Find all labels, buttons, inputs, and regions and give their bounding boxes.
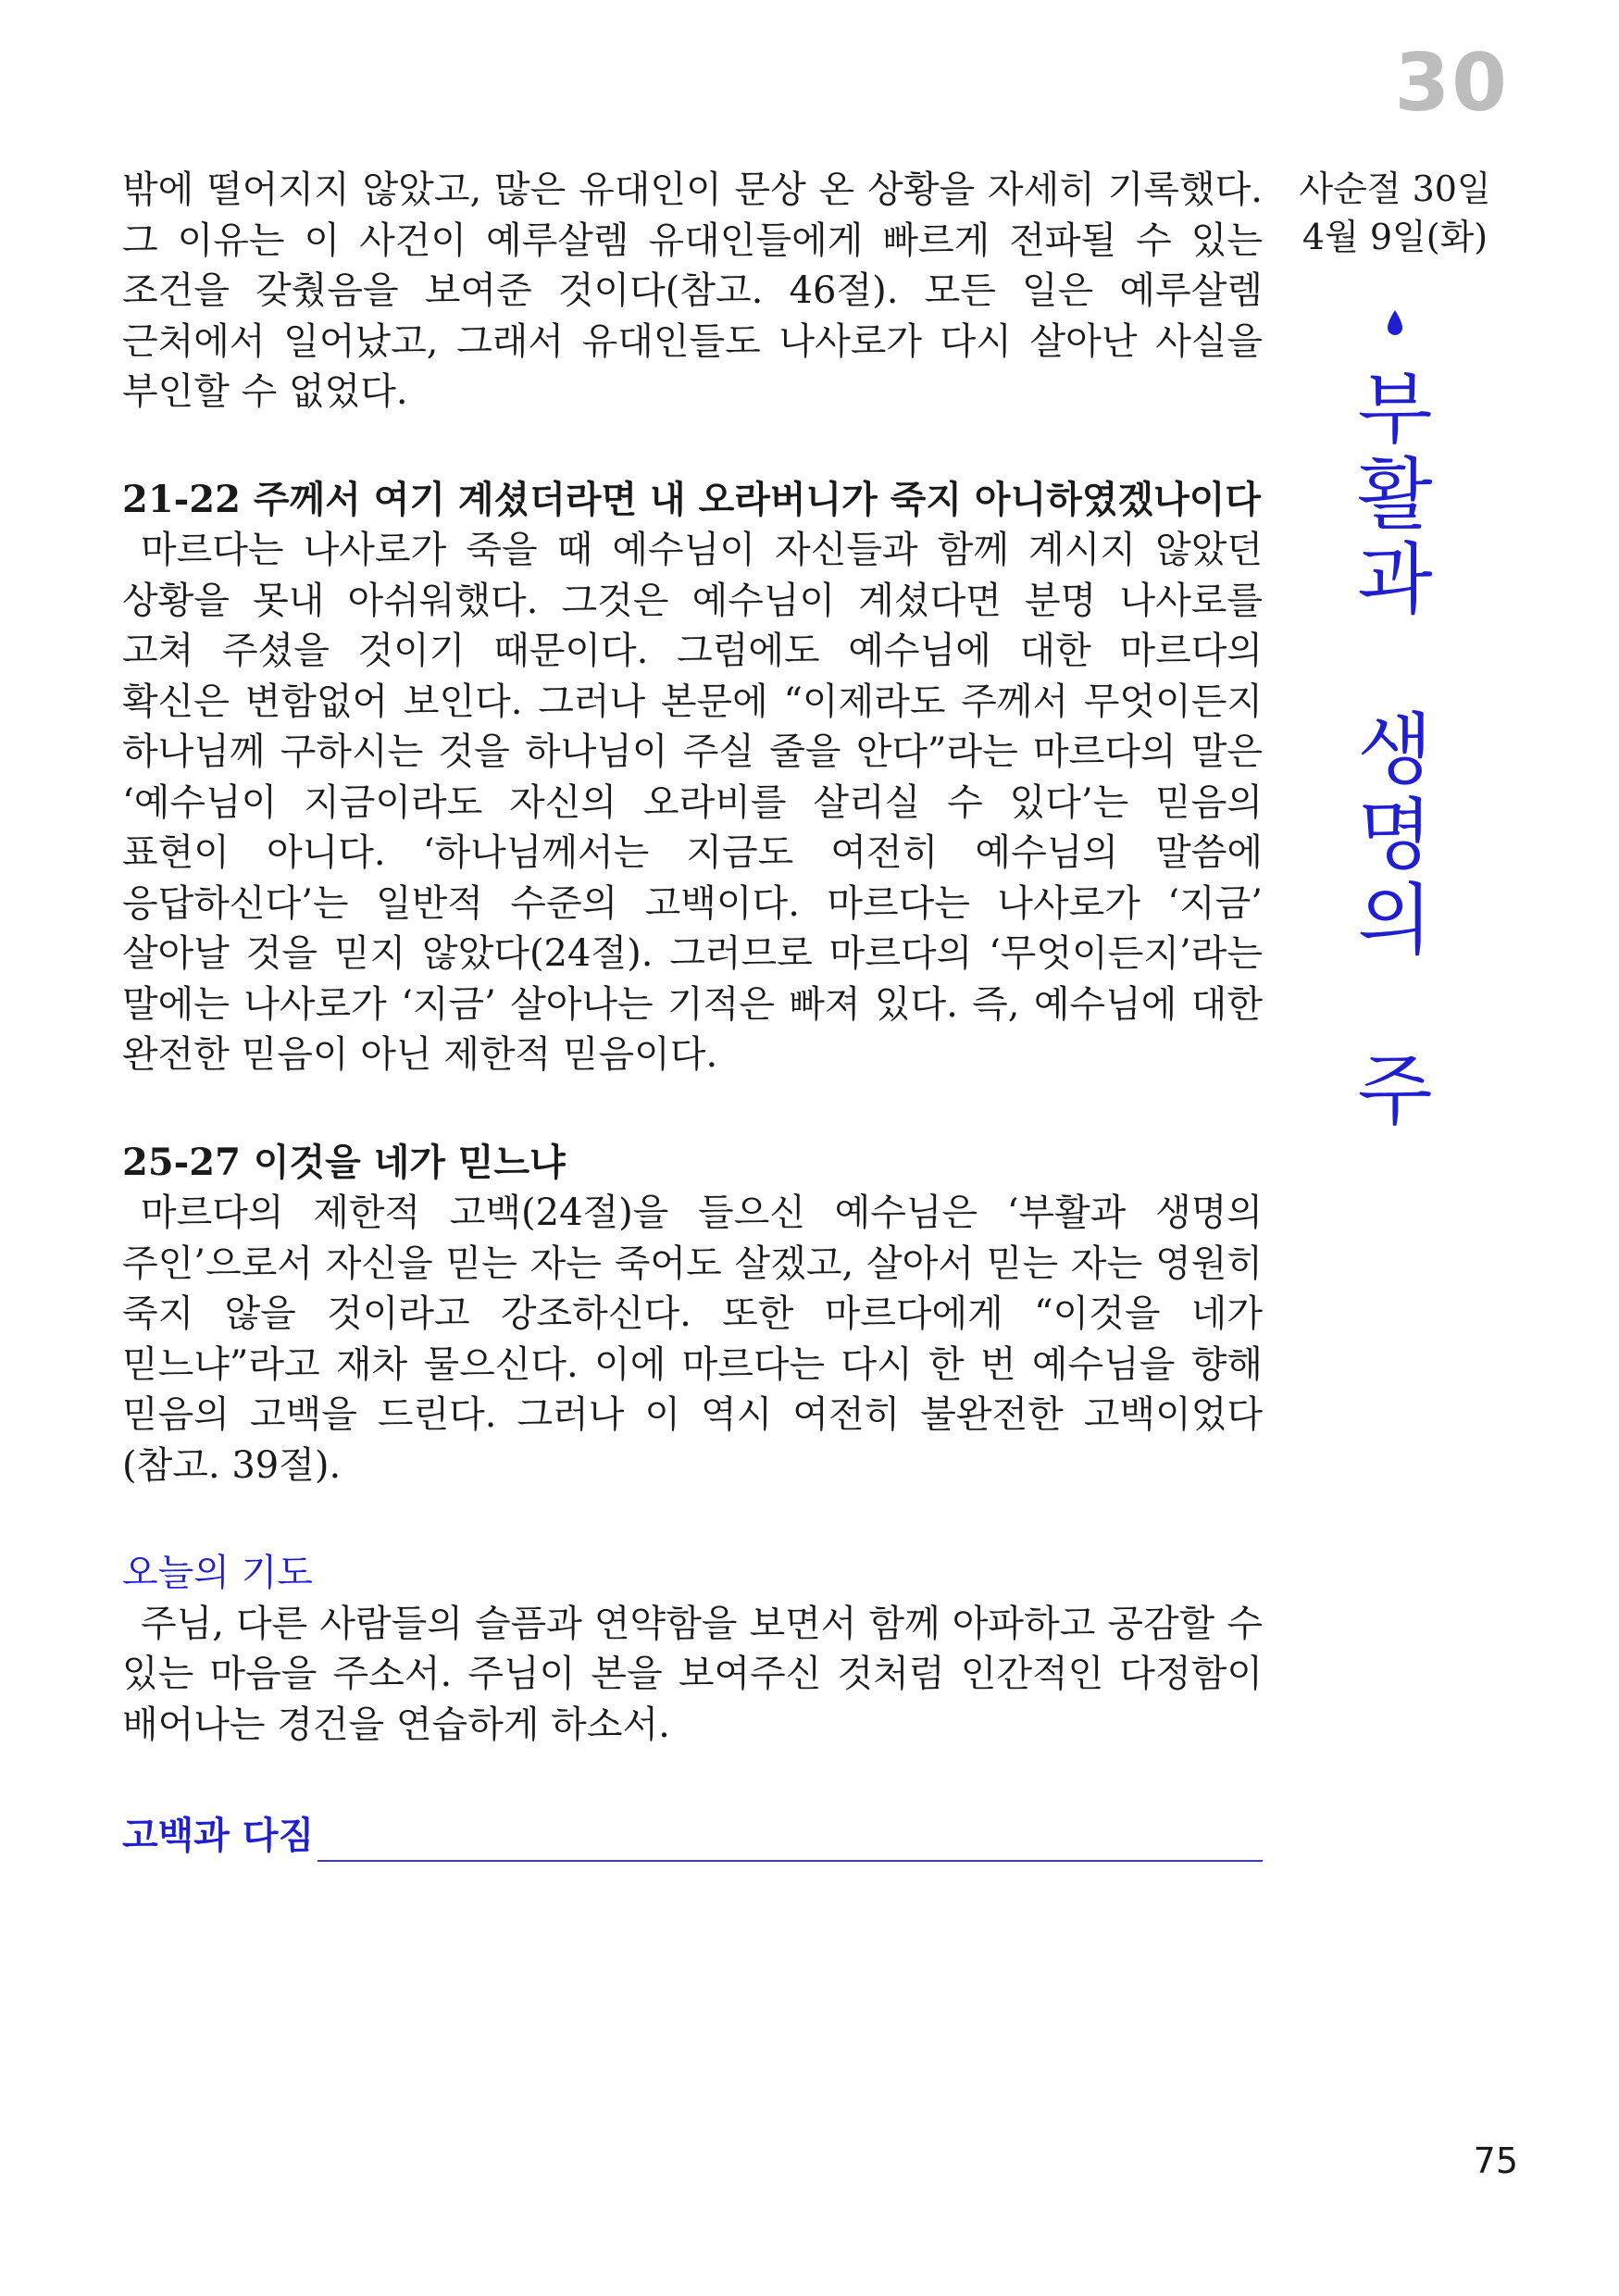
page-number: 75 <box>1473 2140 1518 2181</box>
resolution-label: 고백과 다짐 <box>122 1814 315 1857</box>
main-content <box>122 165 1263 1862</box>
section-body-25-27: 마르다의 제한적 고백(24절)을 들으신 예수님은 ‘부활과 생명의 주인’으로서 자신을 믿는 자는 죽어도 살겠고, 살아서 믿는 자는 영원히 죽지 않을 것이라고 강조하신다. 또한 마르다에게 “이것을 네가 믿느냐”라고 재차 물으신다. 이에 마르다는 다시 한 번 예수님을 향해 믿음의 고백을 드린다. 그러나 이 역시 여전히 불완전한 고백이었다(참고. 39절). <box>122 1192 1263 1487</box>
season-label: 사순절 30일 <box>1299 168 1491 209</box>
sidebar <box>1289 165 1501 1136</box>
vertical-title-char: 명 <box>1357 790 1433 880</box>
section-body-21-22: 마르다는 나사로가 죽을 때 예수님이 자신들과 함께 계시지 않았던 상황을 못내 아쉬워했다. 그것은 예수님이 계셨다면 분명 나사로를 고쳐 주셨을 것이기 때문이다. 그럼에도 예수님에 대한 마르다의 확신은 변함없어 보인다. 그러나 본문에 “이제라도 주께서 무엇이든지 하나님께 구하시는 것을 하나님이 주실 줄을 안다”라는 마르다의 말은 ‘예수님이 지금이라도 자신의 오라비를 살리실 수 있다’는 믿음의 표현이 아니다. ‘하나님께서는 지금도 여전히 예수님의 말씀에 응답하신다’는 일반적 수준의 고백이다. 마르다는 나사로가 ‘지금’ 살아날 것을 믿지 않았다(24절). 그러므로 마르다의 ‘무엇이든지’라는 말에는 나사로가 ‘지금’ 살아나는 기적은 빠져 있다. 즉, 예수님에 대한 완전한 믿음이 아닌 제한적 믿음이다. <box>122 529 1263 1076</box>
vertical-title-char: 주 <box>1357 1045 1433 1136</box>
section-gap <box>122 1491 1263 1548</box>
section-title-21-22: 21-22 주께서 여기 계셨더라면 내 오라버니가 죽지 아니하였겠나이다 <box>122 477 1262 521</box>
vertical-title-char: 생 <box>1357 705 1433 795</box>
vertical-title-char: 과 <box>1357 534 1433 625</box>
vertical-title-char: 활 <box>1357 449 1433 540</box>
section-gap <box>122 1080 1263 1138</box>
section-gap <box>122 418 1263 475</box>
vertical-title-char: 의 <box>1357 875 1433 966</box>
prayer-title: 오늘의 기도 <box>122 1552 313 1594</box>
date-label: 4월 9일(화) <box>1301 217 1488 257</box>
day-number: 30 <box>1394 37 1509 130</box>
resolution-line-block <box>122 1811 1263 1862</box>
prayer-body: 주님, 다른 사람들의 슬픔과 연약함을 보면서 함께 아파하고 공감할 수 있는 마음을 주소서. 주님이 본을 보여주신 것처럼 인간적인 다정함이 배어나는 경건을 연습하게 하소서. <box>122 1602 1263 1746</box>
intro-paragraph: 밖에 떨어지지 않았고, 많은 유대인이 문상 온 상황을 자세히 기록했다. 그 이유는 이 사건이 예루살렘 유대인들에게 빠르게 전파될 수 있는 조건을 갖췄음을 보여준 것이다(참고. 46절). 모든 일은 예루살렘 근처에서 일어났고, 그래서 유대인들도 나사로가 다시 살아난 사실을 부인할 수 없었다. <box>122 168 1263 413</box>
section-title-25-27: 25-27 이것을 네가 믿느냐 <box>122 1140 566 1184</box>
vertical-title-char: 부 <box>1357 364 1433 455</box>
water-drop-icon <box>1386 309 1404 337</box>
vertical-title <box>1289 364 1501 1136</box>
resolution-writing-line[interactable] <box>318 1819 1263 1862</box>
